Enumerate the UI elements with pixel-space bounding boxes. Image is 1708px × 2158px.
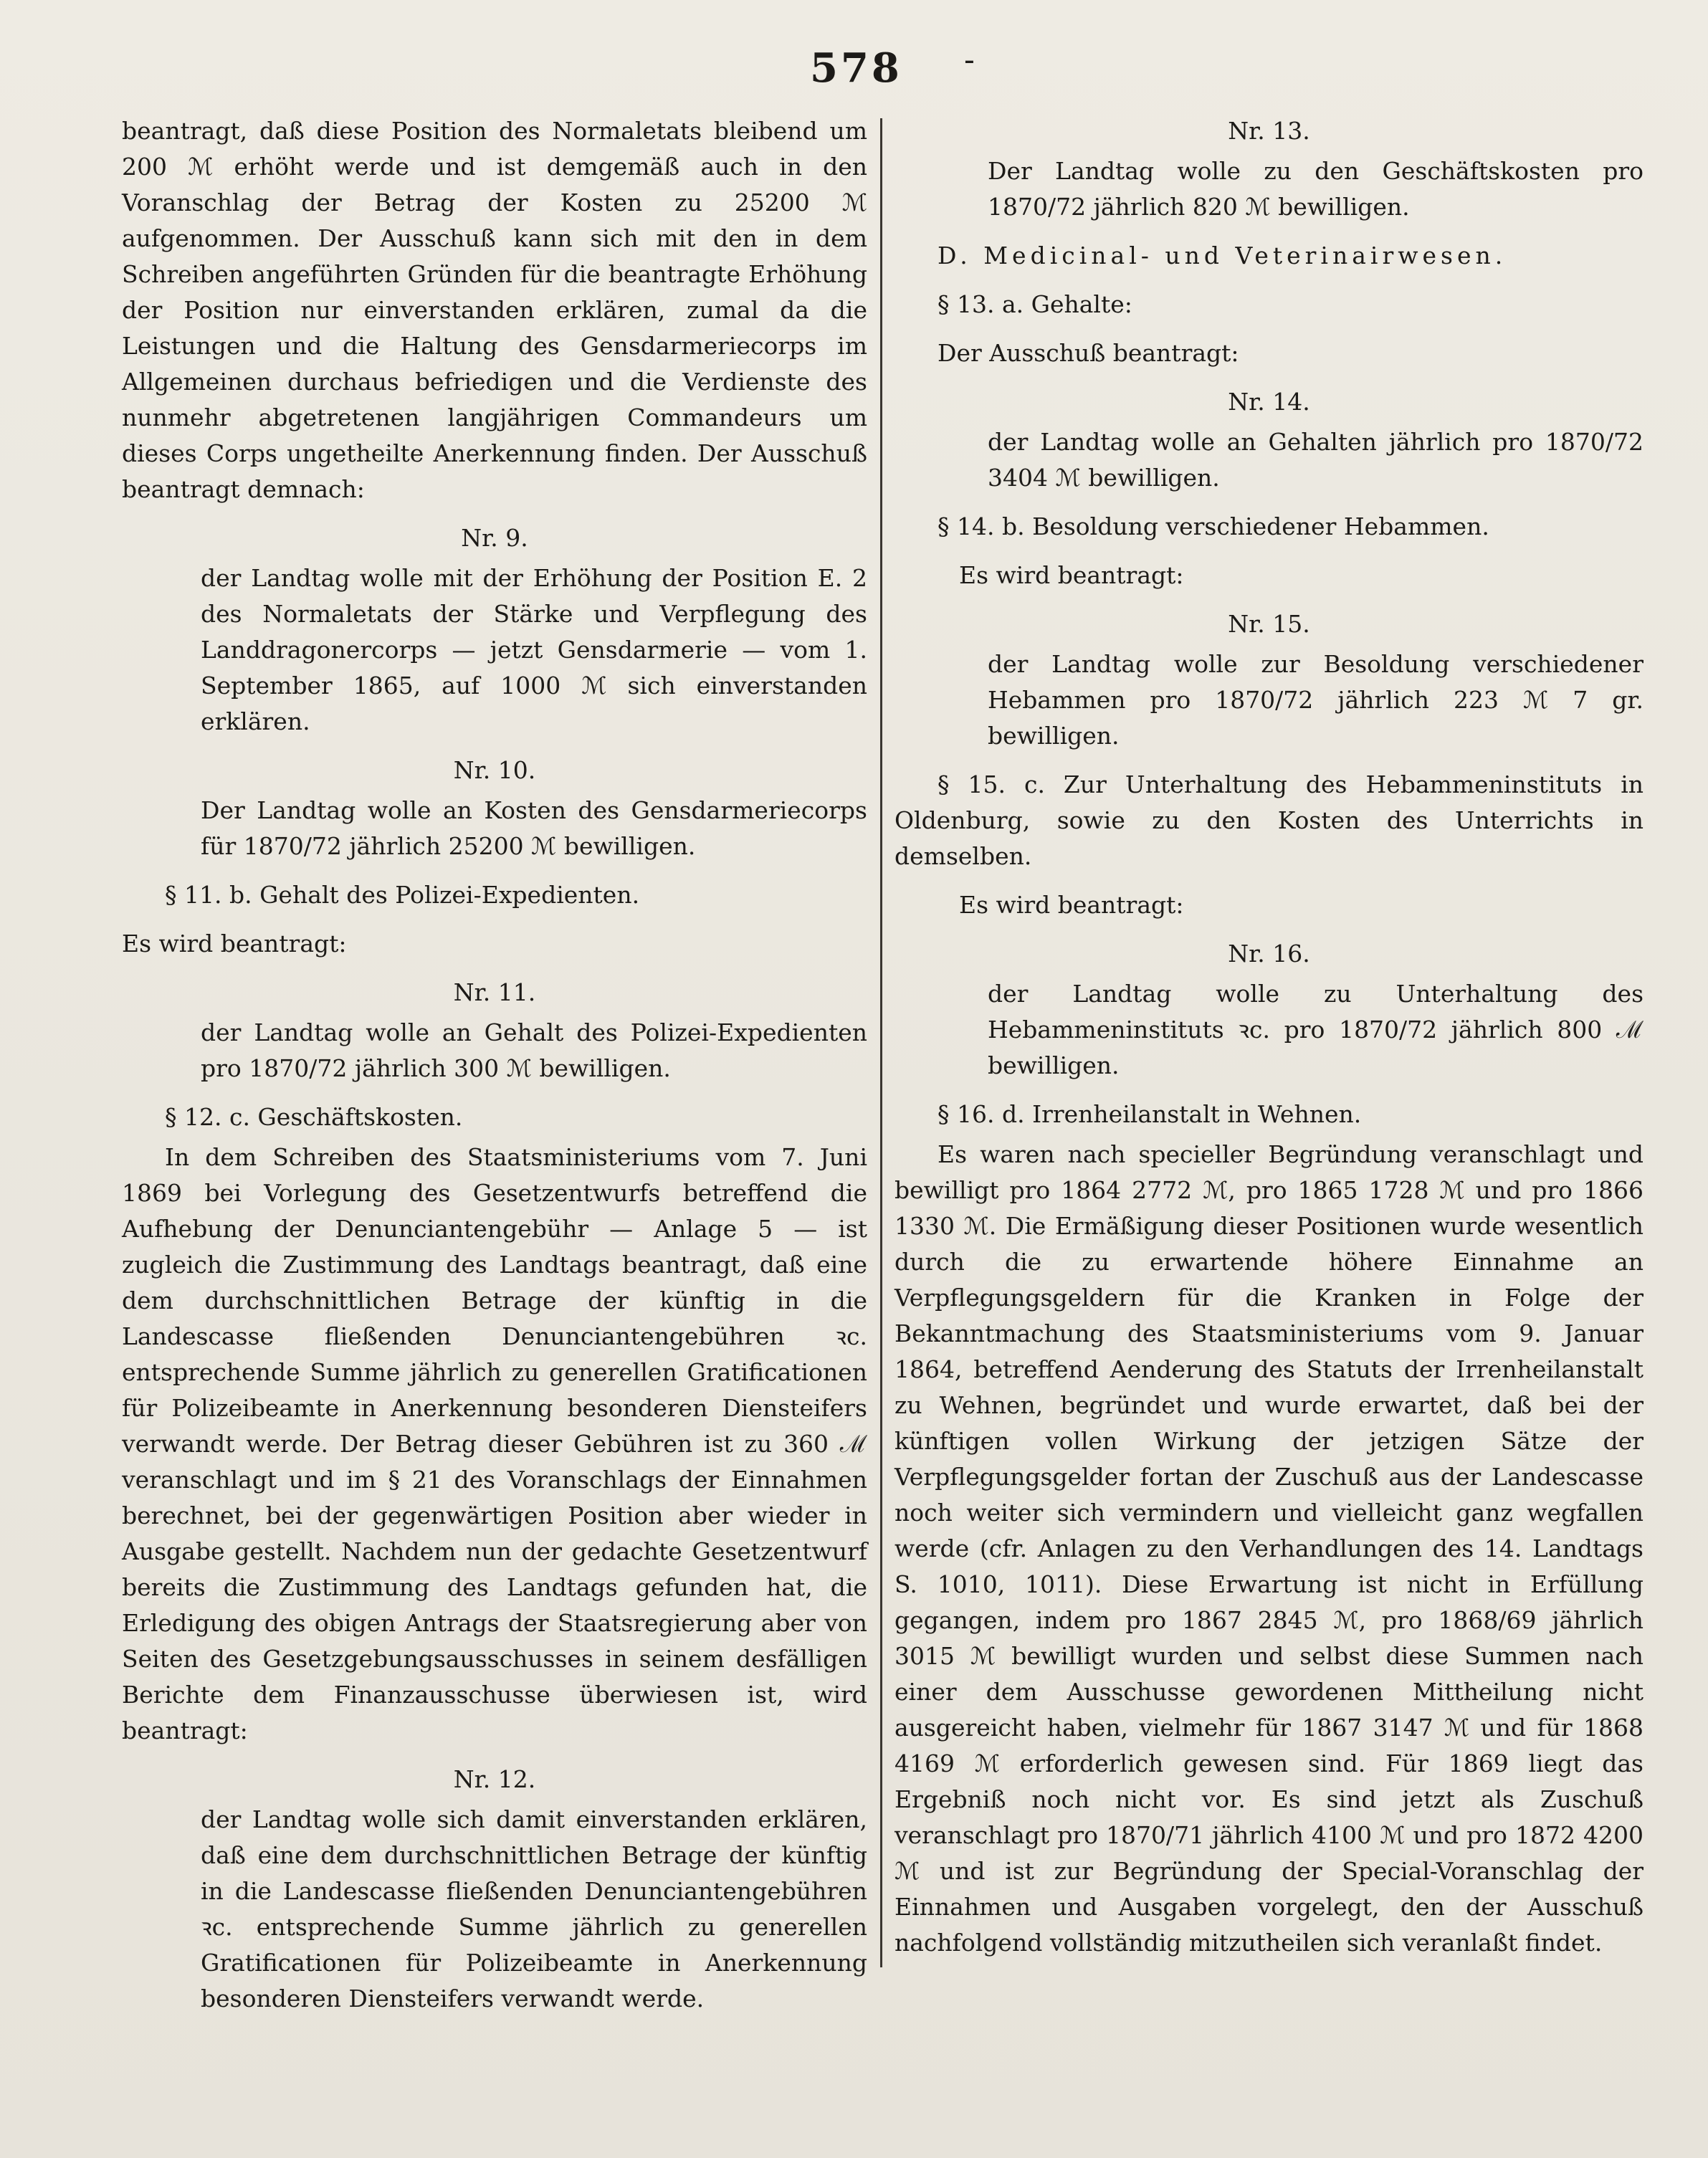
ausschuss-beantragt-13: Der Ausschuß beantragt: — [938, 339, 1239, 367]
motion-number-16: Nr. 16. — [1228, 940, 1310, 968]
es-wird-beantragt-11: Es wird beantragt: — [122, 930, 347, 958]
motion-text-12: der Landtag wolle sich damit einverstanden erklären, daß eine dem durchschnittlichen Betrage der künftig in die Landescasse fließenden Denunciantengebühren ꝛc. entsprechende Summe jährlich zu generellen Gratificationen für Polizeibeamte in Anerkennung besonderen Diensteifers verwandt werde. — [201, 1805, 867, 2013]
es-wird-beantragt-15: Es wird beantragt: — [959, 891, 1184, 919]
motion-text-9: der Landtag wolle mit der Erhöhung der Position E. 2 des Normaletats der Stärke und Verpflegung des Landdragonercorps — jetzt Gensdarmerie — vom 1. September 1865, auf 1000 ℳ sich einverstanden erklären. — [201, 564, 867, 735]
column-divider — [880, 118, 882, 1967]
motion-number-11: Nr. 11. — [453, 978, 536, 1006]
es-wird-beantragt-14: Es wird beantragt: — [959, 561, 1184, 589]
right-column — [894, 113, 1643, 1961]
motion-text-10: Der Landtag wolle an Kosten des Gensdarmeriecorps für 1870/72 jährlich 25200 ℳ bewilligen. — [201, 796, 867, 860]
section-heading-11: § 11. b. Gehalt des Polizei-Expedienten. — [165, 881, 640, 909]
section-heading-14: § 14. b. Besoldung verschiedener Hebammen. — [938, 512, 1489, 540]
motion-text-14: der Landtag wolle an Gehalten jährlich pro 1870/72 3404 ℳ bewilligen. — [988, 428, 1643, 492]
left-column — [122, 113, 867, 2017]
motion-number-10: Nr. 10. — [453, 756, 536, 784]
section-heading-13: § 13. a. Gehalte: — [938, 290, 1132, 318]
motion-number-15: Nr. 15. — [1228, 610, 1310, 638]
section-heading-15: § 15. c. Zur Unterhaltung des Hebammeninstituts in Oldenburg, sowie zu den Kosten des Unterrichts in demselben. — [894, 770, 1643, 870]
paragraph-irrenheilanstalt: Es waren nach specieller Begründung veranschlagt und bewilligt pro 1864 2772 ℳ, pro 1865 1728 ℳ und pro 1866 1330 ℳ. Die Ermäßigung dieser Positionen wurde wesentlich durch die zu erwartende höhere Einnahme an Verpflegungsgeldern für die Kranken in Folge der Bekanntmachung des Staatsministeriums vom 9. Januar 1864, betreffend Aenderung des Statuts der Irrenheilanstalt zu Wehnen, begründet und wurde erwartet, daß bei der künftigen vollen Wirkung der jetzigen Sätze der Verpflegungsgelder fortan der Zuschuß aus der Landescasse noch weiter sich vermindern und vielleicht ganz wegfallen werde (cfr. Anlagen zu den Verhandlungen des 14. Landtags S. 1010, 1011). Diese Erwartung ist nicht in Erfüllung gegangen, indem pro 1867 2845 ℳ, pro 1868/69 jährlich 3015 ℳ bewilligt wurden und selbst diese Summen nach einer dem Ausschusse gewordenen Mittheilung nicht ausgereicht haben, vielmehr für 1867 3147 ℳ und für 1868 4169 ℳ erforderlich gewesen sind. Für 1869 liegt das Ergebniß noch nicht vor. Es sind jetzt als Zuschuß veranschlagt pro 1870/71 jährlich 4100 ℳ und pro 1872 4200 ℳ und ist zur Begründung der Special-Voranschlag der Einnahmen und Ausgaben vorgelegt, den der Ausschuß nachfolgend vollständig mitzutheilen sich veranlaßt findet. — [894, 1140, 1643, 1957]
motion-number-13: Nr. 13. — [1228, 117, 1310, 145]
section-heading-12: § 12. c. Geschäftskosten. — [165, 1103, 463, 1131]
paragraph-geschaeftskosten: In dem Schreiben des Staatsministeriums vom 7. Juni 1869 bei Vorlegung des Gesetzentwurfs betreffend die Aufhebung der Denunciantengebühr — Anlage 5 — ist zugleich die Zustimmung des Landtags beantragt, daß eine dem durchschnittlichen Betrage der künftig in die Landescasse fließenden Denunciantengebühren ꝛc. entsprechende Summe jährlich zu generellen Gratificationen für Polizeibeamte in Anerkennung besonderen Diensteifers verwandt werde. Der Betrag dieser Gebühren ist zu 360 ℳ veranschlagt und im § 21 des Voranschlags der Einnahmen berechnet, bei der gegenwärtigen Position aber wieder in Ausgabe gestellt. Nachdem nun der gedachte Gesetzentwurf bereits die Zustimmung des Landtags gefunden hat, die Erledigung des obigen Antrags der Staatsregierung aber von Seiten des Gesetzgebungsausschusses in seinem desfälligen Berichte dem Finanzausschusse überwiesen ist, wird beantragt: — [122, 1143, 867, 1744]
motion-number-9: Nr. 9. — [461, 524, 528, 552]
section-heading-16: § 16. d. Irrenheilanstalt in Wehnen. — [938, 1100, 1362, 1128]
paragraph-gensdarmerie: beantragt, daß diese Position des Normaletats bleibend um 200 ℳ erhöht werde und ist demgemäß auch in den Voranschlag der Betrag der Kosten zu 25200 ℳ aufgenommen. Der Ausschuß kann sich mit den in dem Schreiben angeführten Gründen für die beantragte Erhöhung der Position nur einverstanden erklären, zumal da die Leistungen und die Haltung des Gensdarmeriecorps im Allgemeinen durchaus befriedigen und die Verdienste des nunmehr abgetretenen langjährigen Commandeurs um dieses Corps ungetheilte Anerkennung finden. Der Ausschuß beantragt demnach: — [122, 117, 867, 503]
motion-text-15: der Landtag wolle zur Besoldung verschiedener Hebammen pro 1870/72 jährlich 223 ℳ 7 gr. bewilligen. — [988, 650, 1643, 750]
motion-number-14: Nr. 14. — [1228, 388, 1310, 416]
page-number-dash: - — [964, 42, 975, 78]
section-heading-d: D. Medicinal- und Veterinairwesen. — [938, 242, 1507, 269]
motion-text-13: Der Landtag wolle zu den Geschäftskosten pro 1870/72 jährlich 820 ℳ bewilligen. — [988, 157, 1643, 221]
page-number: 578 — [810, 44, 902, 92]
motion-number-12: Nr. 12. — [453, 1765, 536, 1793]
motion-text-11: der Landtag wolle an Gehalt des Polizei-Expedienten pro 1870/72 jährlich 300 ℳ bewilligen. — [201, 1018, 867, 1082]
motion-text-16: der Landtag wolle zu Unterhaltung des Hebammeninstituts ꝛc. pro 1870/72 jährlich 800 ℳ bewilligen. — [988, 980, 1643, 1079]
